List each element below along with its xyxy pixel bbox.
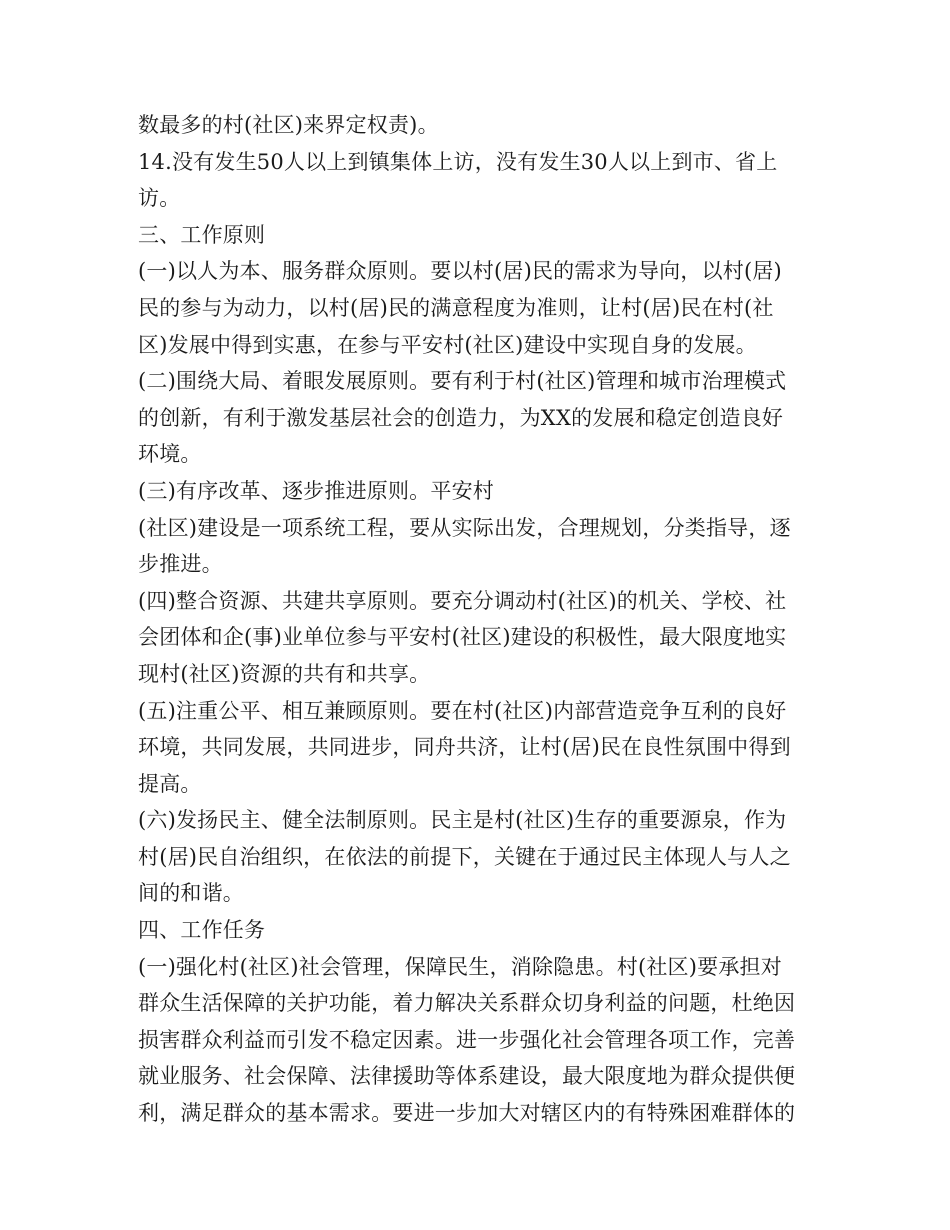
text-line: (六)发扬民主、健全法制原则。民主是村(社区)生存的重要源泉，作为	[138, 808, 787, 833]
text-line: 村(居)民自治组织，在依法的前提下，关键在于通过民主体现人与人之	[138, 844, 791, 869]
text-line: (四)整合资源、共建共享原则。要充分调动村(社区)的机关、学校、社	[138, 588, 787, 613]
text-line: 的创新，有利于激发基层社会的创造力，为XX的发展和稳定创造良好	[138, 405, 784, 430]
text-line: 数最多的村(社区)来界定权责)。	[138, 113, 439, 137]
section-heading: 四、工作任务	[138, 918, 266, 943]
text-line: 就业服务、社会保障、法律援助等体系建设，最大限度地为群众提供便	[138, 1064, 796, 1089]
text-line: (二)围绕大局、着眼发展原则。要有利于村(社区)管理和城市治理模式	[138, 369, 787, 394]
text-line: (五)注重公平、相互兼顾原则。要在村(社区)内部营造竞争互利的良好	[138, 698, 787, 723]
section-heading: 三、工作原则	[138, 222, 266, 247]
document-body	[138, 107, 818, 1132]
text-line: (三)有序改革、逐步推进原则。平安村	[138, 478, 494, 503]
text-line: 民的参与为动力，以村(居)民的满意程度为准则，让村(居)民在村(社	[138, 295, 774, 320]
text-line: 间的和谐。	[138, 881, 244, 906]
text-line: (社区)建设是一项系统工程，要从实际出发，合理规划，分类指导，逐	[138, 515, 791, 540]
text-line: (一)以人为本、服务群众原则。要以村(居)民的需求为导向，以村(居)	[138, 259, 782, 284]
text-line: 现村(社区)资源的共有和共享。	[138, 661, 431, 686]
text-line: 损害群众利益而引发不稳定因素。进一步强化社会管理各项工作，完善	[138, 1027, 796, 1052]
text-line: 14.没有发生50人以上到镇集体上访，没有发生30人以上到市、省上	[138, 149, 778, 174]
text-line: 群众生活保障的关护功能，着力解决关系群众切身利益的问题，杜绝因	[138, 991, 796, 1016]
text-line: 环境，共同发展，共同进步，同舟共济，让村(居)民在良性氛围中得到	[138, 735, 791, 760]
text-line: 环境。	[138, 442, 202, 467]
text-line: 提高。	[138, 771, 202, 796]
text-line: 步推进。	[138, 552, 223, 577]
text-line: 区)发展中得到实惠，在参与平安村(社区)建设中实现自身的发展。	[138, 332, 757, 357]
text-line: 利，满足群众的基本需求。要进一步加大对辖区内的有特殊困难群体的	[138, 1101, 796, 1126]
text-line: 访。	[138, 186, 181, 211]
text-line: 会团体和企(事)业单位参与平安村(社区)建设的积极性，最大限度地实	[138, 625, 787, 650]
text-line: (一)强化村(社区)社会管理，保障民生，消除隐患。村(社区)要承担对	[138, 954, 782, 979]
